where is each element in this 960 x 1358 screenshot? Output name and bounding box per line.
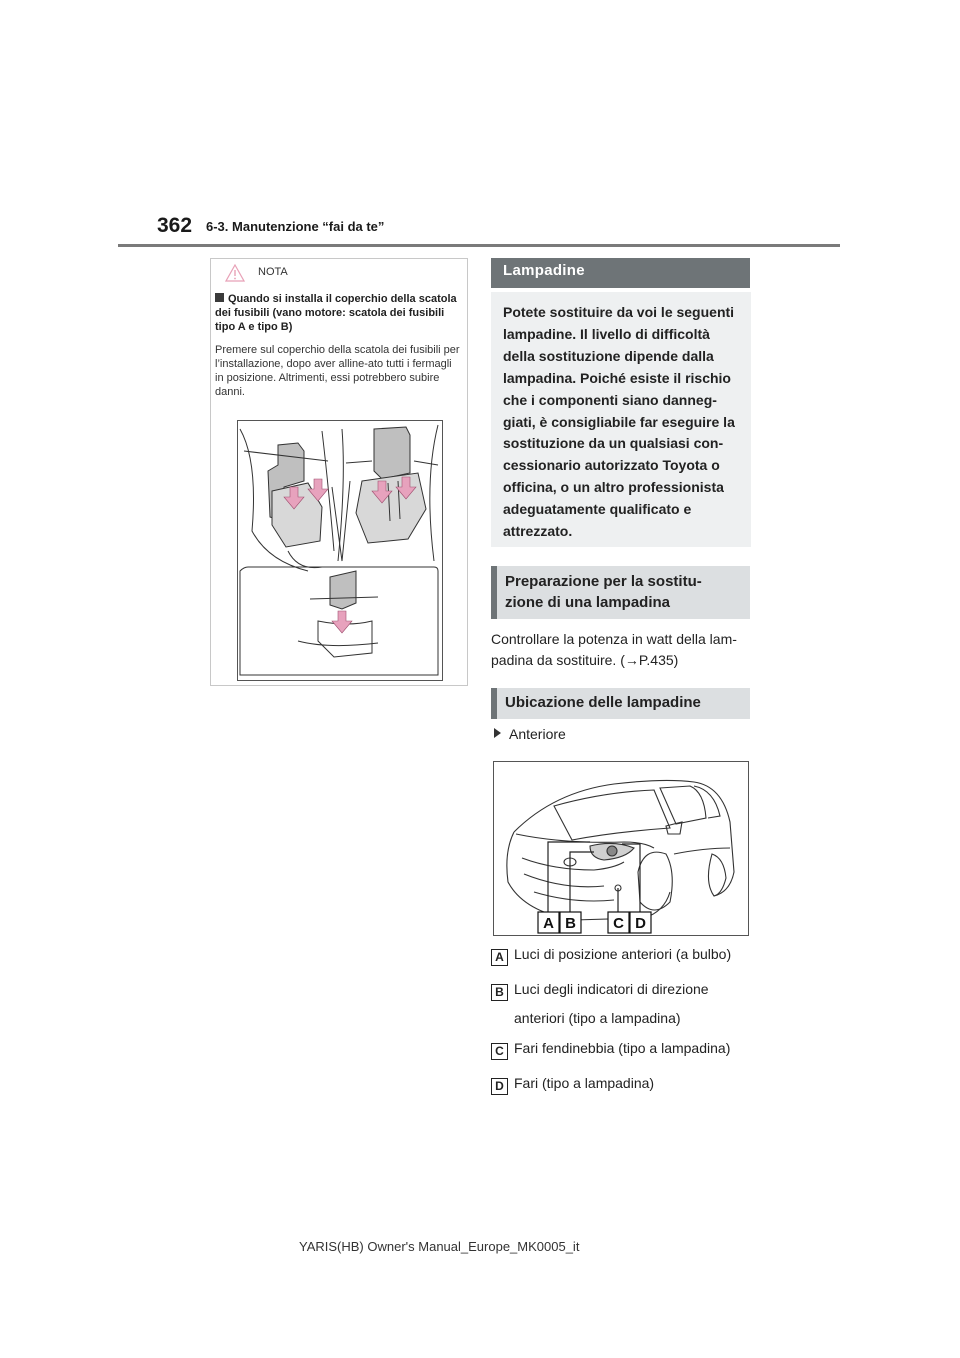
figure-label-d: D bbox=[635, 915, 646, 932]
figure-label-a: A bbox=[543, 915, 554, 932]
info-line: cessionario autorizzato Toyota o bbox=[503, 457, 720, 474]
info-line: che i componenti siano danneg- bbox=[503, 391, 717, 408]
legend-item-b: B Luci degli indicatori di direzione bbox=[491, 981, 709, 1001]
info-line: adeguatamente qualificato e bbox=[503, 501, 692, 518]
car-drawing bbox=[494, 762, 748, 935]
info-line: lampadine. Il livello di difficoltà bbox=[503, 325, 710, 342]
info-line: attrezzato. bbox=[503, 523, 573, 540]
note-text: Premere sul coperchio della scatola dei fusibili per l’installazione, dopo aver alline-ato tutti i fermagli in posizione. Altrimenti, essi potrebbero subire danni. bbox=[215, 344, 460, 398]
legend-key: A bbox=[491, 949, 508, 966]
legend-item-c: C Fari fendinebbia (tipo a lampadina) bbox=[491, 1040, 730, 1060]
legend-item-b-continuation: anteriori (tipo a lampadina) bbox=[514, 1010, 681, 1026]
info-line: lampadina. Poiché esiste il rischio bbox=[503, 369, 731, 386]
header-rule bbox=[118, 244, 840, 247]
legend-item-a: A Luci di posizione anteriori (a bulbo) bbox=[491, 946, 731, 966]
note-box bbox=[210, 258, 468, 686]
note-subtitle: Quando si installa il coperchio della scatola dei fusibili (vano motore: scatola dei fusibili tipo A e tipo B) bbox=[215, 293, 457, 333]
info-line: officina, o un altro professionista bbox=[503, 479, 724, 496]
fuse-box-drawing bbox=[238, 421, 442, 680]
triangle-bullet-icon bbox=[494, 728, 501, 738]
page-number: 362 bbox=[157, 214, 193, 237]
front-label: Anteriore bbox=[494, 726, 566, 742]
legend-key: C bbox=[491, 1043, 508, 1060]
preparazione-text: Controllare la potenza in watt della lam- padina da sostituire. (→P.435) bbox=[491, 631, 737, 668]
section-title: 6-3. Manutenzione “fai da te” bbox=[206, 219, 385, 234]
warning-icon bbox=[225, 264, 245, 282]
info-line: Potete sostituire da voi le seguenti bbox=[503, 304, 735, 320]
figure-label-c: C bbox=[613, 915, 624, 932]
info-line: giati, è consigliabile far eseguire la bbox=[503, 413, 735, 430]
info-line: sostituzione da un qualsiasi con- bbox=[503, 435, 724, 452]
legend-item-d: D Fari (tipo a lampadina) bbox=[491, 1075, 654, 1095]
square-bullet-icon bbox=[215, 293, 224, 302]
note-label: NOTA bbox=[258, 266, 288, 278]
ubicazione-heading: Ubicazione delle lampadine bbox=[491, 688, 750, 719]
lampadine-heading: Lampadine bbox=[491, 258, 750, 288]
legend-key: D bbox=[491, 1078, 508, 1095]
footer-text: YARIS(HB) Owner's Manual_Europe_MK0005_it bbox=[299, 1239, 580, 1254]
figure-label-b: B bbox=[565, 915, 576, 932]
preparazione-heading: Preparazione per la sostitu- zione di una lampadina bbox=[491, 566, 750, 619]
info-line: della sostituzione dipende dalla bbox=[503, 347, 714, 364]
lampadine-info-box bbox=[491, 292, 751, 547]
car-front-illustration bbox=[493, 761, 749, 936]
fuse-box-illustration bbox=[237, 420, 443, 681]
note-header bbox=[211, 259, 467, 285]
legend-key: B bbox=[491, 984, 508, 1001]
